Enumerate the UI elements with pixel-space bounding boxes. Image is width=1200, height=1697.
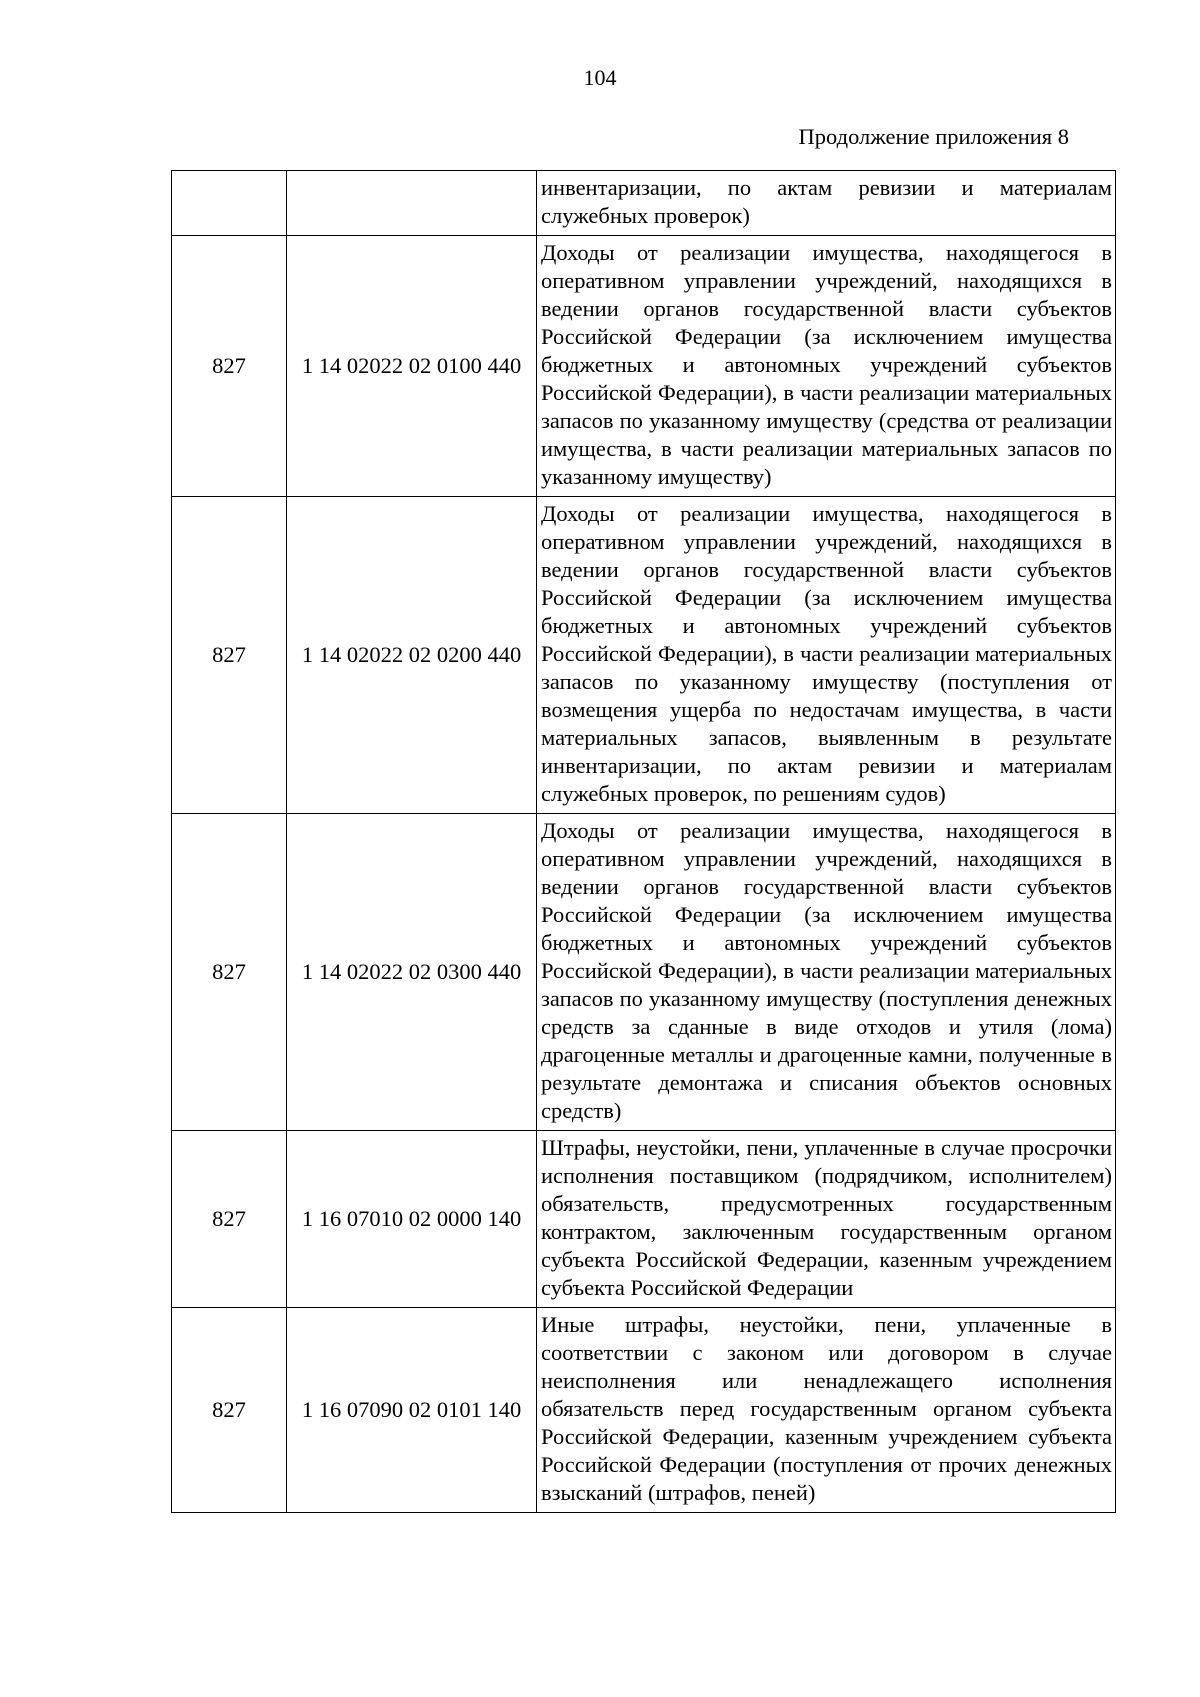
budget-code-cell [287, 171, 537, 236]
budget-code-cell: 1 16 07090 02 0101 140 [287, 1308, 537, 1513]
budget-code-cell: 1 16 07010 02 0000 140 [287, 1131, 537, 1308]
admin-code-cell: 827 [172, 236, 287, 497]
appendix-continuation-label: Продолжение приложения 8 [798, 124, 1069, 149]
admin-code-cell: 827 [172, 497, 287, 814]
table-row [172, 171, 1116, 236]
admin-code-cell: 827 [172, 1131, 287, 1308]
budget-revenue-table [171, 170, 1116, 1513]
admin-code-cell: 827 [172, 1308, 287, 1513]
admin-code-cell [172, 171, 287, 236]
table-row [172, 497, 1116, 814]
admin-code-cell: 827 [172, 814, 287, 1131]
budget-code-cell: 1 14 02022 02 0300 440 [287, 814, 537, 1131]
budget-code-cell: 1 14 02022 02 0200 440 [287, 497, 537, 814]
table-row [172, 236, 1116, 497]
table-row [172, 814, 1116, 1131]
revenue-name-cell: инвентаризации, по актам ревизии и материалам служебных проверок) [537, 171, 1116, 236]
revenue-name-cell: Штрафы, неустойки, пени, уплаченные в случае просрочки исполнения поставщиком (подрядчиком, исполнителем) обязательств, предусмотренных государственным контрактом, заключенным государственным органом субъекта Российской Федерации, казенным учреждением субъекта Российской Федерации [537, 1131, 1116, 1308]
table-row [172, 1308, 1116, 1513]
revenue-name-cell: Доходы от реализации имущества, находящегося в оперативном управлении учреждений, находящихся в ведении органов государственной власти субъектов Российской Федерации (за исключением имущества бюджетных и автономных учреждений субъектов Российской Федерации), в части реализации материальных запасов по указанному имуществу (поступления от возмещения ущерба по недостачам имущества, в части материальных запасов, выявленным в результате инвентаризации, по актам ревизии и материалам служебных проверок, по решениям судов) [537, 497, 1116, 814]
revenue-name-cell: Иные штрафы, неустойки, пени, уплаченные в соответствии с законом или договором в случае неисполнения или ненадлежащего исполнения обязательств перед государственным органом субъекта Российской Федерации, казенным учреждением субъекта Российской Федерации (поступления от прочих денежных взысканий (штрафов, пеней) [537, 1308, 1116, 1513]
revenue-name-cell: Доходы от реализации имущества, находящегося в оперативном управлении учреждений, находящихся в ведении органов государственной власти субъектов Российской Федерации (за исключением имущества бюджетных и автономных учреждений субъектов Российской Федерации), в части реализации материальных запасов по указанному имуществу (средства от реализации имущества, в части реализации материальных запасов по указанному имуществу) [537, 236, 1116, 497]
budget-code-cell: 1 14 02022 02 0100 440 [287, 236, 537, 497]
table-row [172, 1131, 1116, 1308]
page-number: 104 [583, 65, 617, 90]
revenue-name-cell: Доходы от реализации имущества, находящегося в оперативном управлении учреждений, находящихся в ведении органов государственной власти субъектов Российской Федерации (за исключением имущества бюджетных и автономных учреждений субъектов Российской Федерации), в части реализации материальных запасов по указанному имуществу (поступления денежных средств за сданные в виде отходов и утиля (лома) драгоценные металлы и драгоценные камни, полученные в результате демонтажа и списания объектов основных средств) [537, 814, 1116, 1131]
